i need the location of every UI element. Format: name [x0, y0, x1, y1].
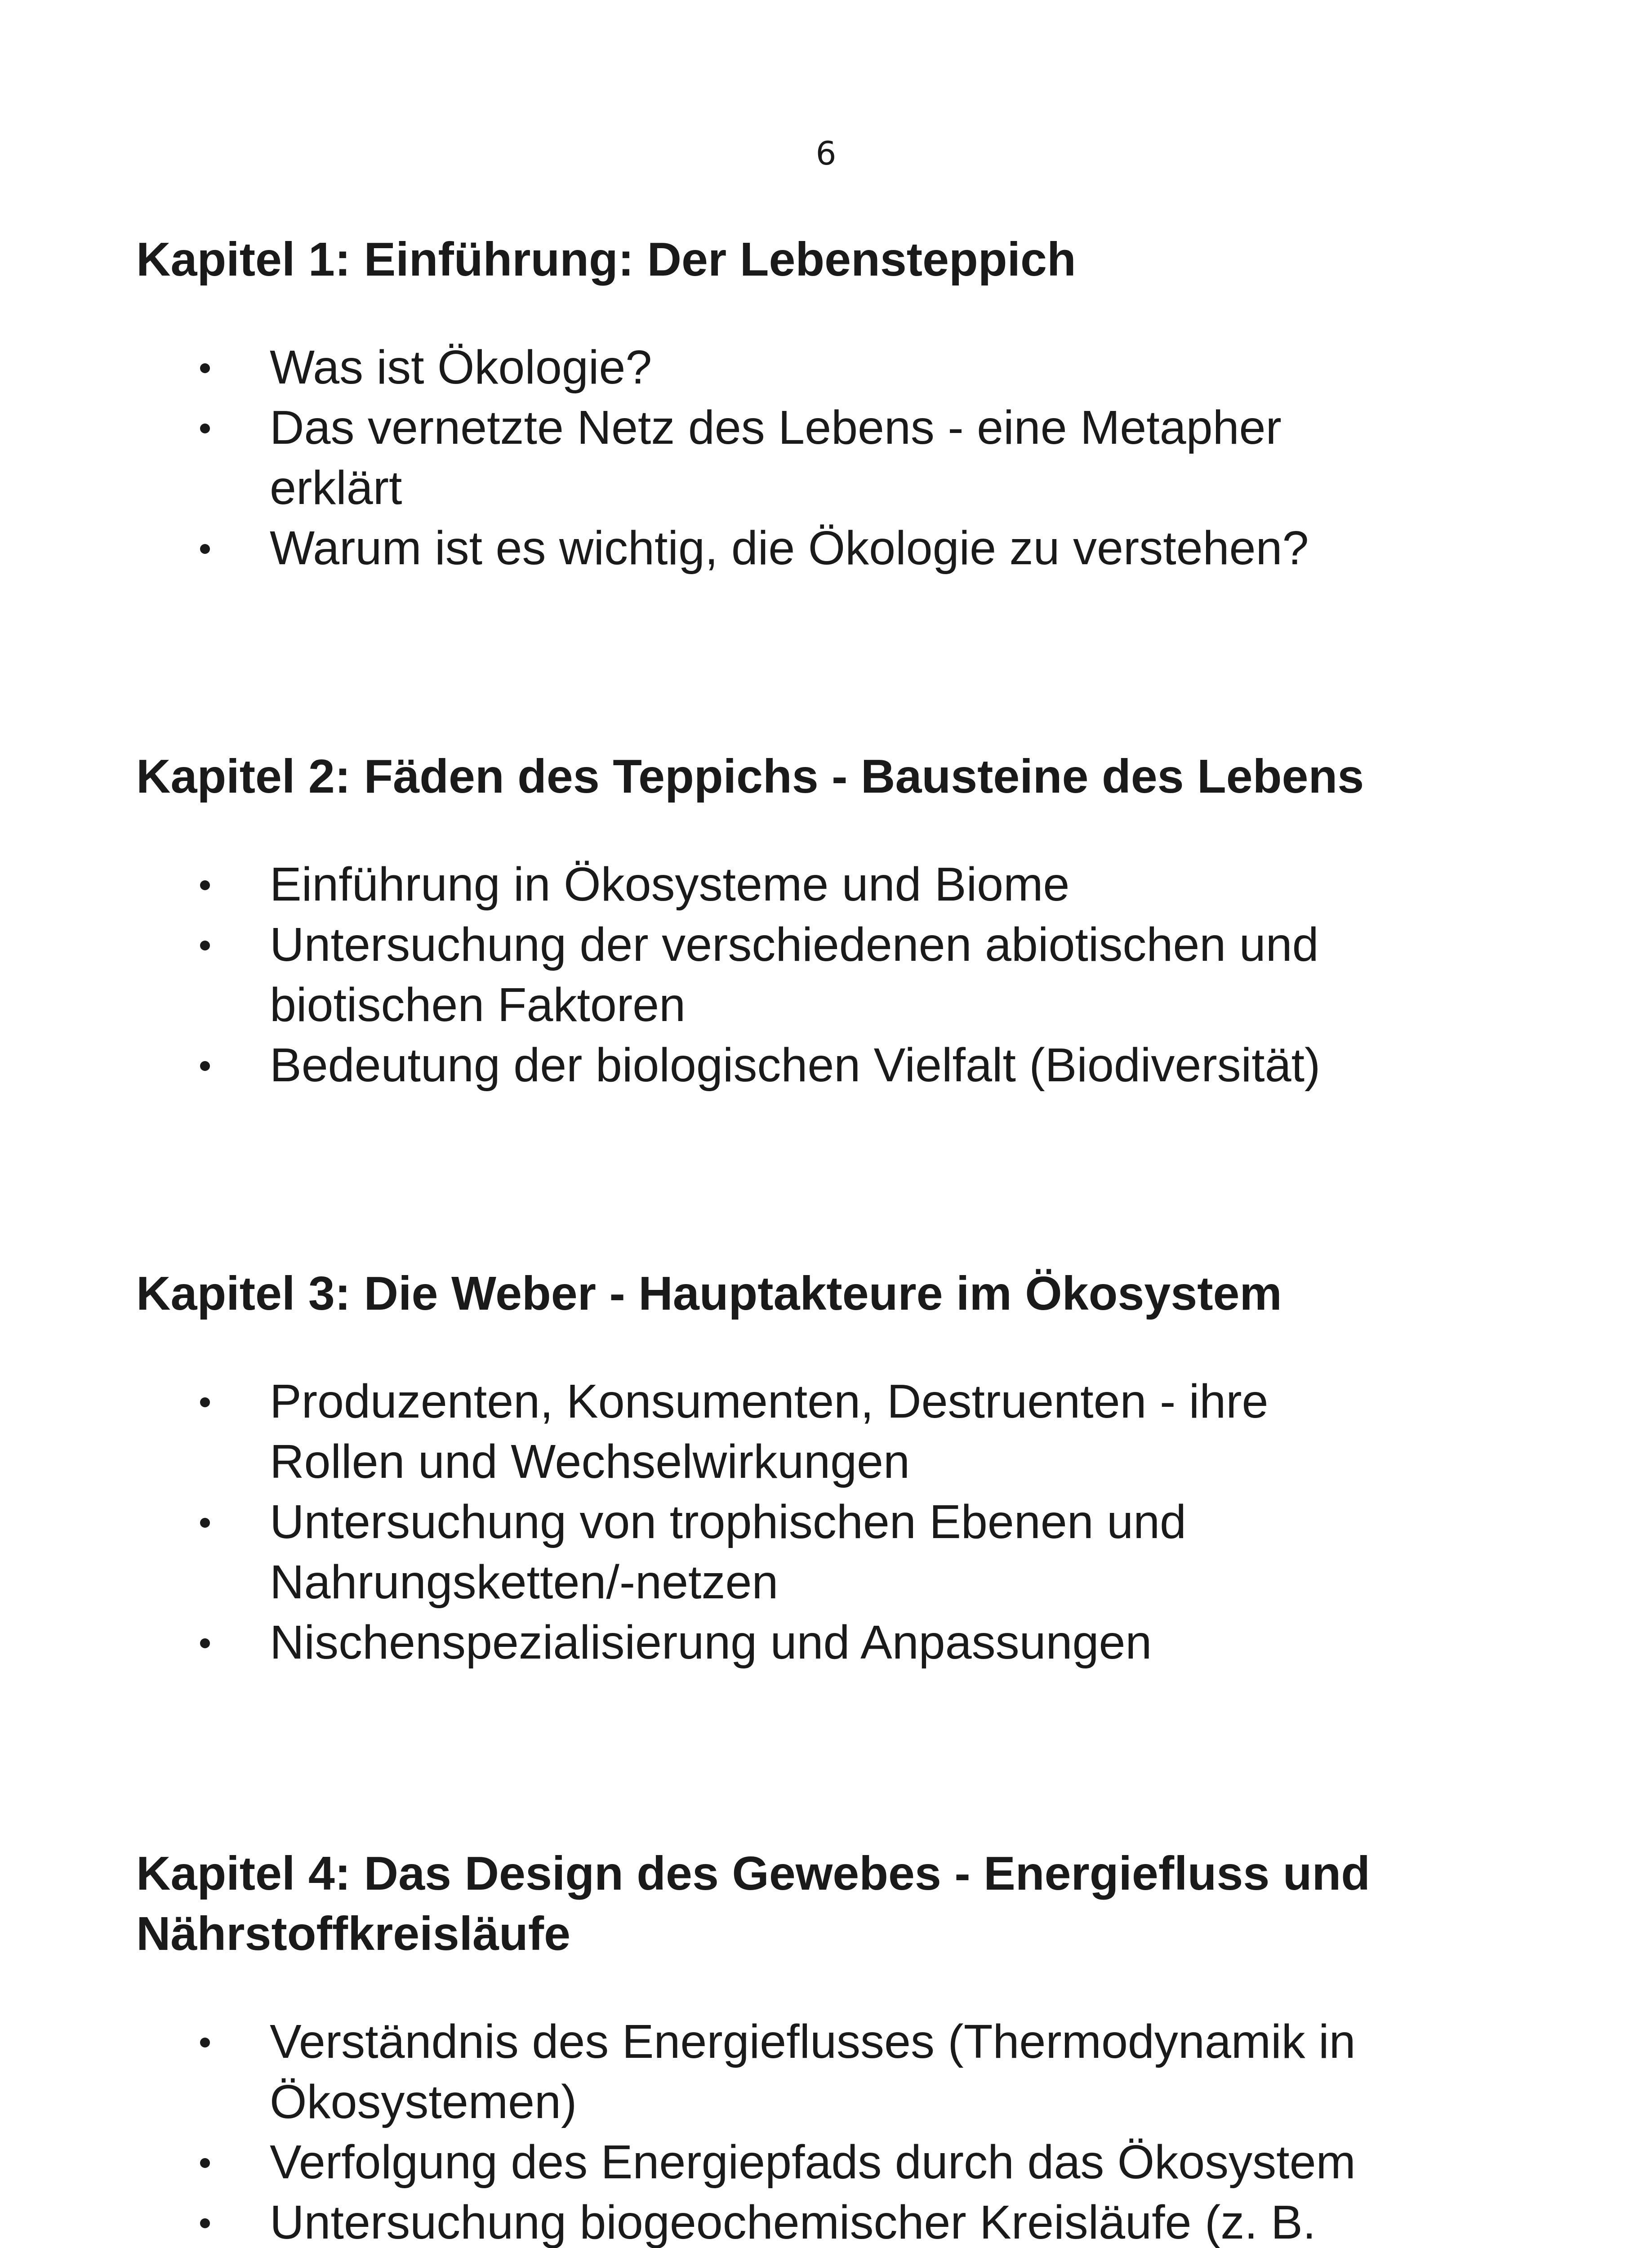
- bullet-icon: [200, 363, 210, 373]
- chapter-title: Kapitel 3: Die Weber - Hauptakteure im Ökosystem: [136, 1267, 1282, 1320]
- chapter-bullet-list: [136, 1371, 1534, 1673]
- chapter-bullet-list: [136, 854, 1534, 1095]
- bullet-item: [136, 1035, 1483, 1095]
- chapter-title: Kapitel 2: Fäden des Teppichs - Bausteine des Lebens: [136, 750, 1364, 803]
- bullet-icon: [200, 544, 210, 554]
- chapter-1: [136, 229, 1534, 578]
- bullet-icon: [200, 2218, 210, 2228]
- bullet-icon: [200, 1397, 210, 1407]
- bullet-item: [136, 518, 1483, 578]
- bullet-icon: [200, 1061, 210, 1071]
- bullet-icon: [200, 941, 210, 950]
- page-number: 6: [815, 134, 837, 172]
- bullet-text: Nischenspezialisierung und Anpassungen: [270, 1616, 1152, 1669]
- bullet-text: Untersuchung von trophischen Ebenen und Nahrungsketten/-netzen: [270, 1495, 1186, 1609]
- bullet-item: [136, 2012, 1483, 2132]
- bullet-icon: [200, 880, 210, 890]
- bullet-item: [136, 397, 1394, 518]
- bullet-icon: [200, 2038, 210, 2047]
- bullet-text: Verfolgung des Energiepfads durch das Ökosystem: [270, 2136, 1356, 2189]
- bullet-text: Untersuchung der verschiedenen abiotischen und biotischen Faktoren: [270, 918, 1319, 1031]
- bullet-icon: [200, 1638, 210, 1648]
- bullet-item: [136, 1492, 1349, 1612]
- bullet-text: Was ist Ökologie?: [270, 341, 652, 394]
- chapter-3: [136, 1263, 1534, 1673]
- bullet-icon: [200, 2158, 210, 2168]
- chapter-title: Kapitel 4: Das Design des Gewebes - Energiefluss und Nährstoffkreisläufe: [136, 1847, 1370, 1960]
- bullet-icon: [200, 424, 210, 433]
- bullet-text: Verständnis des Energieflusses (Thermodynamik in Ökosystemen): [270, 2015, 1356, 2128]
- bullet-item: [136, 1612, 1483, 1673]
- bullet-item: [136, 2192, 1438, 2248]
- chapter-2: [136, 746, 1534, 1095]
- chapter-bullet-list: [136, 337, 1534, 578]
- bullet-text: Untersuchung biogeochemischer Kreisläufe (z. B.: [270, 2196, 1316, 2248]
- bullet-text: Einführung in Ökosysteme und Biome: [270, 858, 1070, 911]
- bullet-item: [136, 2132, 1483, 2192]
- chapter-title: Kapitel 1: Einführung: Der Lebensteppich: [136, 233, 1076, 286]
- bullet-item: [136, 854, 1483, 914]
- bullet-text: Warum ist es wichtig, die Ökologie zu verstehen?: [270, 522, 1309, 575]
- bullet-text: Produzenten, Konsumenten, Destruenten - ihre Rollen und Wechselwirkungen: [270, 1375, 1269, 1488]
- bullet-item: [136, 1371, 1394, 1492]
- chapter-4: [136, 1843, 1534, 2248]
- bullet-item: [136, 914, 1483, 1035]
- bullet-text: Bedeutung der biologischen Vielfalt (Biodiversität): [270, 1039, 1321, 1092]
- bullet-icon: [200, 1518, 210, 1528]
- chapter-bullet-list: [136, 2012, 1534, 2248]
- bullet-item: [136, 337, 1483, 397]
- bullet-text: Das vernetzte Netz des Lebens - eine Metapher erklärt: [270, 401, 1282, 514]
